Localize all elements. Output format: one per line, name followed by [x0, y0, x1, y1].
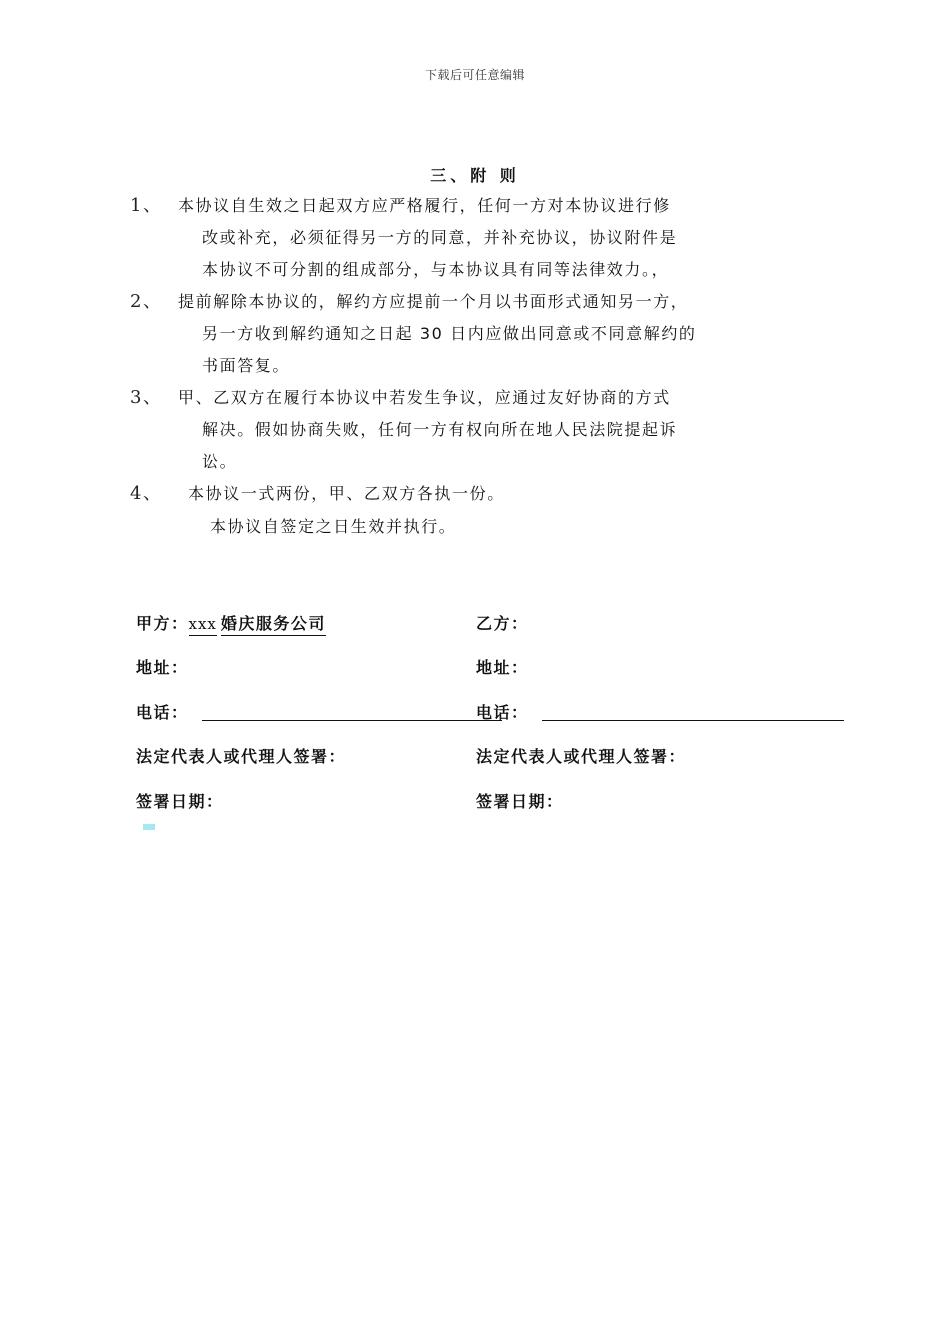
party-a-date-label: 签署日期： [136, 792, 224, 811]
closing-statement: 本协议自签定之日生效并执行。 [210, 517, 457, 536]
party-a-representative-label: 法定代表人或代理人签署： [136, 747, 347, 766]
clause-number: 4、 [130, 483, 163, 504]
clause-3 [130, 382, 820, 478]
clause-4 [130, 478, 820, 510]
party-a-phone-label: 电话： [136, 703, 189, 722]
party-b-date-label: 签署日期： [476, 792, 564, 811]
clause-line: 讼。 [202, 452, 238, 471]
party-a-row [136, 611, 326, 634]
clause-line: 另一方收到解约通知之日起 30 日内应做出同意或不同意解约的 [202, 324, 697, 343]
clause-text [178, 286, 820, 382]
party-a-company-name: 婚庆服务公司 [221, 614, 326, 636]
clause-line: 本协议一式两份，甲、乙双方各执一份。 [188, 484, 505, 503]
clause-line: 书面答复。 [202, 356, 291, 375]
party-a-address-label: 地址： [136, 658, 189, 677]
clause-line: 提前解除本协议的，解约方应提前一个月以书面形式通知另一方， [178, 292, 689, 311]
clause-line: 甲、乙双方在履行本协议中若发生争议，应通过友好协商的方式 [178, 388, 671, 407]
clause-2 [130, 286, 820, 382]
clause-number: 1、 [130, 195, 163, 216]
party-b-representative-label: 法定代表人或代理人签署： [476, 747, 687, 766]
party-b-phone-blank [542, 720, 844, 721]
section-title: 三、附 则 [430, 166, 520, 185]
clause-text [178, 478, 820, 510]
party-a-phone-blank [202, 720, 502, 721]
party-a-company-prefix: xxx [189, 615, 217, 636]
clause-text [178, 190, 820, 286]
clause-line: 本协议不可分割的组成部分，与本协议具有同等法律效力。， [202, 260, 670, 279]
clause-text [178, 382, 820, 478]
highlight-marker [143, 824, 155, 830]
clause-line: 解决。假如协商失败，任何一方有权向所在地人民法院提起诉 [202, 420, 678, 439]
party-a-label: 甲方： [136, 614, 189, 633]
clause-number: 2、 [130, 291, 163, 312]
clause-line: 改或补充，必须征得另一方的同意，并补充协议，协议附件是 [202, 228, 678, 247]
party-b-label: 乙方： [476, 614, 529, 633]
header-note: 下载后可任意编辑 [424, 68, 525, 82]
clause-1 [130, 190, 820, 286]
party-b-phone-label: 电话： [476, 703, 529, 722]
clause-line: 本协议自生效之日起双方应严格履行，任何一方对本协议进行修 [178, 196, 671, 215]
clause-number: 3、 [130, 387, 163, 408]
party-b-address-label: 地址： [476, 658, 529, 677]
